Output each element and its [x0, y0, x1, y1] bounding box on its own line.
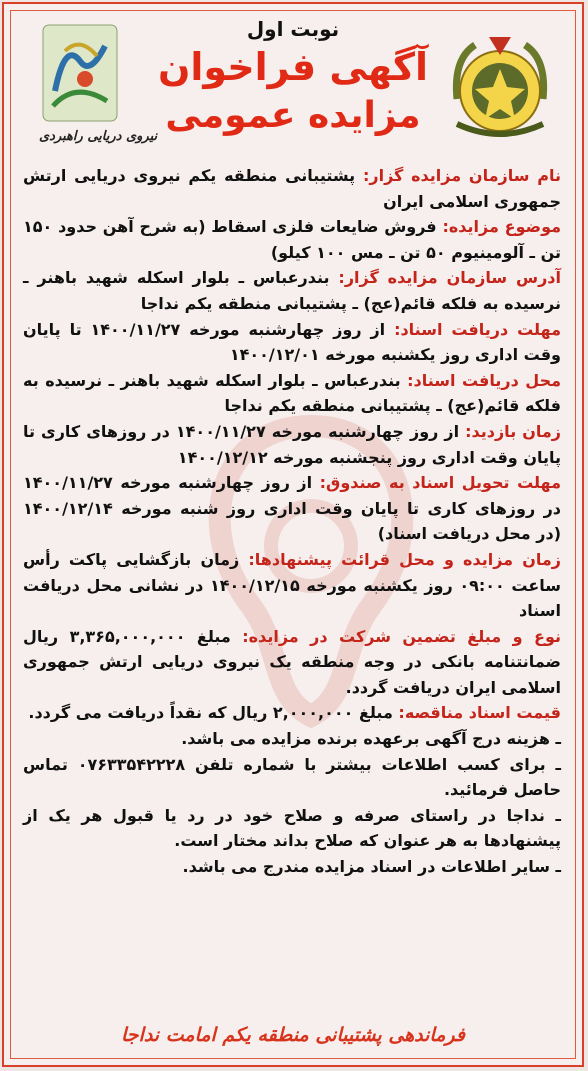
note-ad-cost: ـ هزینه درج آگهی برعهده برنده مزایده می باشد.: [181, 729, 561, 749]
item-address: آدرس سازمان مزایده گزار: بندرعباس ـ بلوار اسکله شهید باهنر ـ نرسیده به فلکه قائم(عج) ـ پشتیبانی منطقه یکم نداجا: [23, 268, 562, 313]
announcement-body: [23, 163, 561, 880]
footer-signature: فرماندهی پشتیبانی منطقه یکم امامت نداجا: [121, 1024, 465, 1046]
note-phone: ـ برای کسب اطلاعات بیشتر با شماره تلفن ۰۷۶۳۳۵۴۲۲۲۸ تماس حاصل فرمائید.: [23, 754, 562, 800]
item-auction-time: زمان مزایده و محل قرائت پیشنهادها: زمان بازگشایی پاکت رأس ساعت ۰۹:۰۰ روز یکشنبه مورخه ۱۴۰۰/۱۲/۱۵ در نشانی محل دریافت اسناد: [23, 549, 562, 621]
item-document-location: محل دریافت اسناد: بندرعباس ـ بلوار اسکله شهید باهنر ـ نرسیده به فلکه قائم(عج) ـ پشتیبانی منطقه یکم نداجا: [23, 370, 562, 416]
round-label: نوبت اول: [246, 17, 340, 41]
item-submission-deadline: مهلت تحویل اسناد به صندوق: از روز چهارشنبه مورخه ۱۴۰۰/۱۱/۲۷ در روزهای کاری تا پایان وقت اداری روز شنبه مورخه ۱۴۰۰/۱۲/۱۴ (در محل دریافت اسناد): [23, 473, 561, 544]
page-subtitle: مزایده عمومی: [165, 95, 421, 136]
item-subject: موضوع مزایده: فروش ضایعات فلزی اسقاط (به شرح آهن حدود ۱۵۰ تن ـ آلومینیوم ۵۰ تن ـ مس ۱۰۰ کیلو): [23, 217, 562, 262]
item-organization: نام سازمان مزایده گزار: پشتیبانی منطقه یکم نیروی دریایی ارتش جمهوری اسلامی ایران: [23, 166, 561, 211]
note-other-info: ـ سایر اطلاعات در اسناد مزایده مندرج می باشد.: [182, 857, 561, 877]
navy-label: نیروی دریایی راهبردی: [39, 129, 158, 144]
item-document-deadline: مهلت دریافت اسناد: از روز چهارشنبه مورخه ۱۴۰۰/۱۱/۲۷ تا پایان وقت اداری روز یکشنبه مورخه ۱۴۰۰/۱۲/۰۱: [23, 319, 562, 365]
item-document-price: قیمت اسناد مناقصه: مبلغ ۲,۰۰۰,۰۰۰ ریال که نقداً دریافت می گردد.: [28, 703, 561, 723]
page-title: آگهی فراخوان: [157, 45, 429, 89]
header: [11, 11, 575, 159]
item-guarantee: نوع و مبلغ تضمین شرکت در مزایده: مبلغ ۳,۳۶۵,۰۰۰,۰۰۰ ریال ضمانتنامه بانکی در وجه منطقه یک نیروی دریایی ارتش جمهوری اسلامی ایران دریافت گردد.: [23, 626, 561, 697]
item-visit-time: زمان بازدید: از روز چهارشنبه مورخه ۱۴۰۰/۱۱/۲۷ در روزهای کاری تا پایان وقت اداری روز پنجشنبه مورخه ۱۴۰۰/۱۲/۱۲: [23, 421, 562, 467]
advertisement-frame: [2, 2, 584, 1067]
inner-border: [10, 10, 576, 1059]
note-rights: ـ نداجا در راستای صرفه و صلاح خود در رد یا قبول هر یک از پیشنهادها به هر عنوان که صلاح بداند مختار است.: [23, 805, 561, 851]
